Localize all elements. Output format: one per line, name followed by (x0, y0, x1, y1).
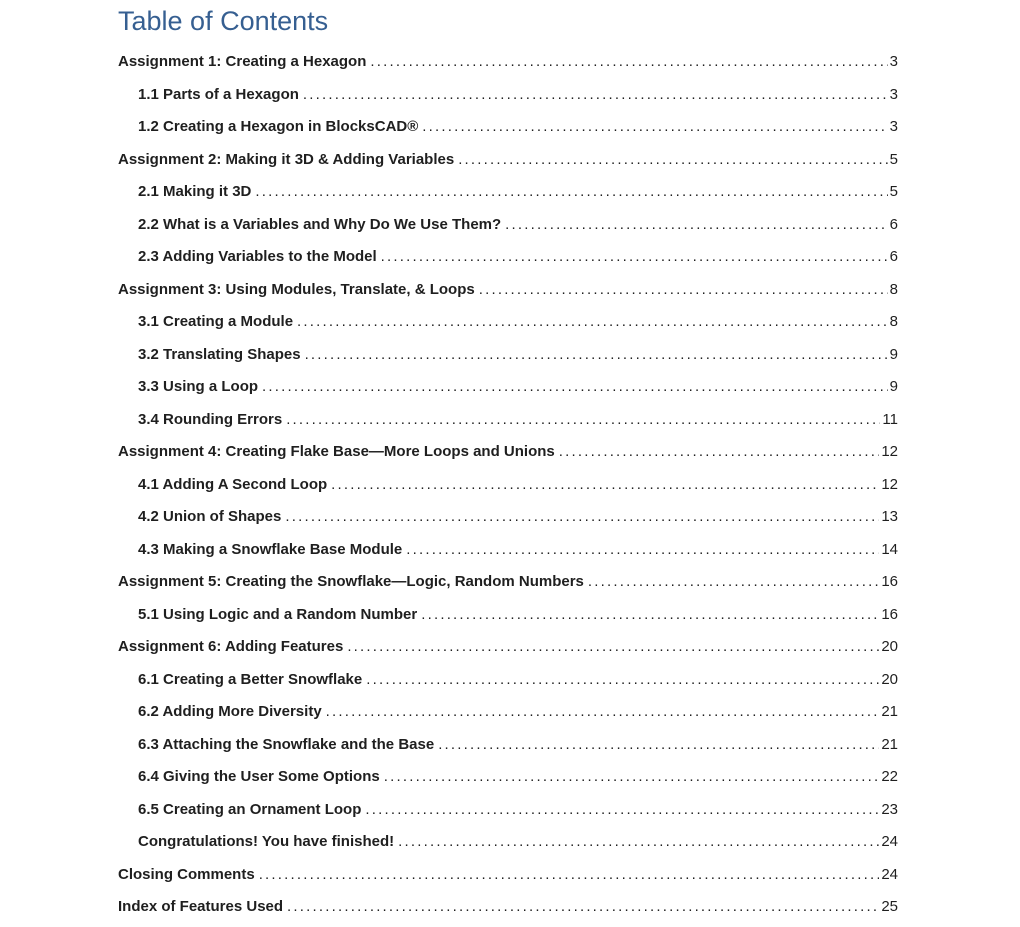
dot-leader (559, 436, 880, 469)
toc-entry-label: 2.1 Making it 3D (138, 183, 252, 200)
toc-list (118, 46, 898, 924)
dot-leader (366, 664, 879, 697)
dot-leader (285, 501, 879, 534)
toc-entry-label: 2.3 Adding Variables to the Model (138, 248, 377, 265)
toc-entry-label: Assignment 3: Using Modules, Translate, & Loops (118, 280, 475, 298)
toc-entry[interactable] (118, 891, 898, 924)
dot-leader (370, 46, 887, 79)
toc-entry-label: 6.3 Attaching the Snowflake and the Base (138, 735, 435, 753)
toc-page-number: 6 (889, 215, 898, 233)
toc-entry[interactable] (118, 859, 898, 892)
dot-leader (262, 371, 888, 404)
dot-leader (326, 696, 880, 729)
toc-page-number: 14 (881, 540, 898, 558)
toc-page-number: 3 (889, 118, 898, 135)
dot-leader (422, 111, 887, 144)
toc-entry[interactable] (118, 339, 898, 372)
toc-entry-label: 6.4 Giving the User Some Options (138, 768, 380, 785)
toc-page-number: 16 (881, 573, 898, 590)
toc-entry-label: Assignment 4: Creating Flake Base—More Loops and Unions (118, 443, 555, 460)
toc-entry[interactable] (118, 534, 898, 567)
toc-entry[interactable] (118, 111, 898, 144)
toc-page-number: 6 (889, 248, 898, 265)
dot-leader (297, 306, 888, 339)
toc-entry-label: 1.2 Creating a Hexagon in BlocksCAD® (138, 118, 419, 135)
toc-page-number: 3 (889, 85, 898, 103)
toc-page-number: 23 (881, 800, 898, 818)
toc-page-number: 20 (881, 638, 898, 655)
toc-page-number: 8 (889, 313, 898, 330)
toc-page-number: 21 (881, 735, 898, 753)
toc-entry[interactable] (118, 306, 898, 339)
toc-entry-label: 3.2 Translating Shapes (138, 345, 301, 363)
dot-leader (286, 404, 880, 437)
toc-entry-label: Assignment 1: Creating a Hexagon (118, 53, 367, 70)
dot-leader (438, 729, 879, 762)
toc-entry[interactable] (118, 729, 898, 762)
dot-leader (305, 339, 888, 372)
dot-leader (331, 469, 879, 502)
toc-page-number: 13 (881, 508, 898, 525)
toc-entry-label: Index of Features Used (118, 898, 284, 915)
toc-page-number: 25 (881, 898, 898, 915)
toc-entry-label: 4.1 Adding A Second Loop (138, 475, 328, 493)
toc-entry-label: Assignment 6: Adding Features (118, 638, 344, 655)
toc-entry-label: 6.5 Creating an Ornament Loop (138, 800, 362, 818)
toc-entry[interactable] (118, 144, 898, 177)
toc-page-number: 3 (889, 53, 898, 70)
toc-entry-label: 3.3 Using a Loop (138, 378, 259, 395)
toc-entry[interactable] (118, 664, 898, 697)
toc-entry[interactable] (118, 794, 898, 827)
toc-entry-label: 4.2 Union of Shapes (138, 508, 282, 525)
dot-leader (287, 891, 879, 924)
page-title: Table of Contents (118, 6, 329, 36)
toc-page-number: 12 (881, 475, 898, 493)
toc-entry[interactable] (118, 696, 898, 729)
toc-page-number: 22 (881, 768, 898, 785)
toc-entry-label: 1.1 Parts of a Hexagon (138, 85, 299, 103)
toc-entry[interactable] (118, 566, 898, 599)
toc-entry[interactable] (118, 79, 898, 112)
toc-entry[interactable] (118, 176, 898, 209)
toc-page-number: 9 (889, 378, 898, 395)
toc-page-number: 24 (881, 865, 898, 883)
toc-entry-label: Assignment 5: Creating the Snowflake—Logic, Random Numbers (118, 573, 584, 590)
toc-entry[interactable] (118, 761, 898, 794)
toc-page-number: 11 (882, 410, 898, 428)
dot-leader (398, 826, 879, 859)
dot-leader (505, 209, 887, 242)
toc-entry-label: 6.2 Adding More Diversity (138, 703, 322, 720)
toc-entry[interactable] (118, 241, 898, 274)
toc-page-number: 12 (881, 443, 898, 460)
toc-entry[interactable] (118, 469, 898, 502)
toc-entry-label: 2.2 What is a Variables and Why Do We Use Them? (138, 215, 502, 233)
toc-entry[interactable] (118, 501, 898, 534)
dot-leader (347, 631, 879, 664)
toc-entry-label: Assignment 2: Making it 3D & Adding Variables (118, 150, 455, 168)
dot-leader (479, 274, 888, 307)
dot-leader (303, 79, 888, 112)
toc-entry[interactable] (118, 371, 898, 404)
toc-page-number: 21 (881, 703, 898, 720)
dot-leader (255, 176, 887, 209)
toc-entry-label: 4.3 Making a Snowflake Base Module (138, 540, 403, 558)
toc-entry[interactable] (118, 631, 898, 664)
dot-leader (458, 144, 887, 177)
toc-page-number: 24 (881, 833, 898, 850)
toc-entry-label: 6.1 Creating a Better Snowflake (138, 670, 363, 688)
toc-entry-label: 3.1 Creating a Module (138, 313, 294, 330)
toc-entry-label: Closing Comments (118, 865, 255, 883)
toc-page-number: 20 (881, 670, 898, 688)
toc-entry[interactable] (118, 826, 898, 859)
toc-entry[interactable] (118, 209, 898, 242)
toc-entry[interactable] (118, 599, 898, 632)
dot-leader (259, 859, 880, 892)
toc-page-number: 5 (889, 150, 898, 168)
toc-entry-label: Congratulations! You have finished! (138, 833, 395, 850)
dot-leader (365, 794, 879, 827)
toc-page-number: 9 (889, 345, 898, 363)
dot-leader (384, 761, 880, 794)
toc-entry[interactable] (118, 436, 898, 469)
toc-entry[interactable] (118, 274, 898, 307)
toc-entry[interactable] (118, 404, 898, 437)
dot-leader (588, 566, 879, 599)
dot-leader (421, 599, 879, 632)
toc-entry-label: 3.4 Rounding Errors (138, 410, 283, 428)
toc-page-number: 8 (889, 280, 898, 298)
dot-leader (406, 534, 879, 567)
toc-page-number: 5 (889, 183, 898, 200)
dot-leader (381, 241, 888, 274)
toc-page-number: 16 (881, 605, 898, 623)
toc-entry[interactable] (118, 46, 898, 79)
toc-entry-label: 5.1 Using Logic and a Random Number (138, 605, 418, 623)
